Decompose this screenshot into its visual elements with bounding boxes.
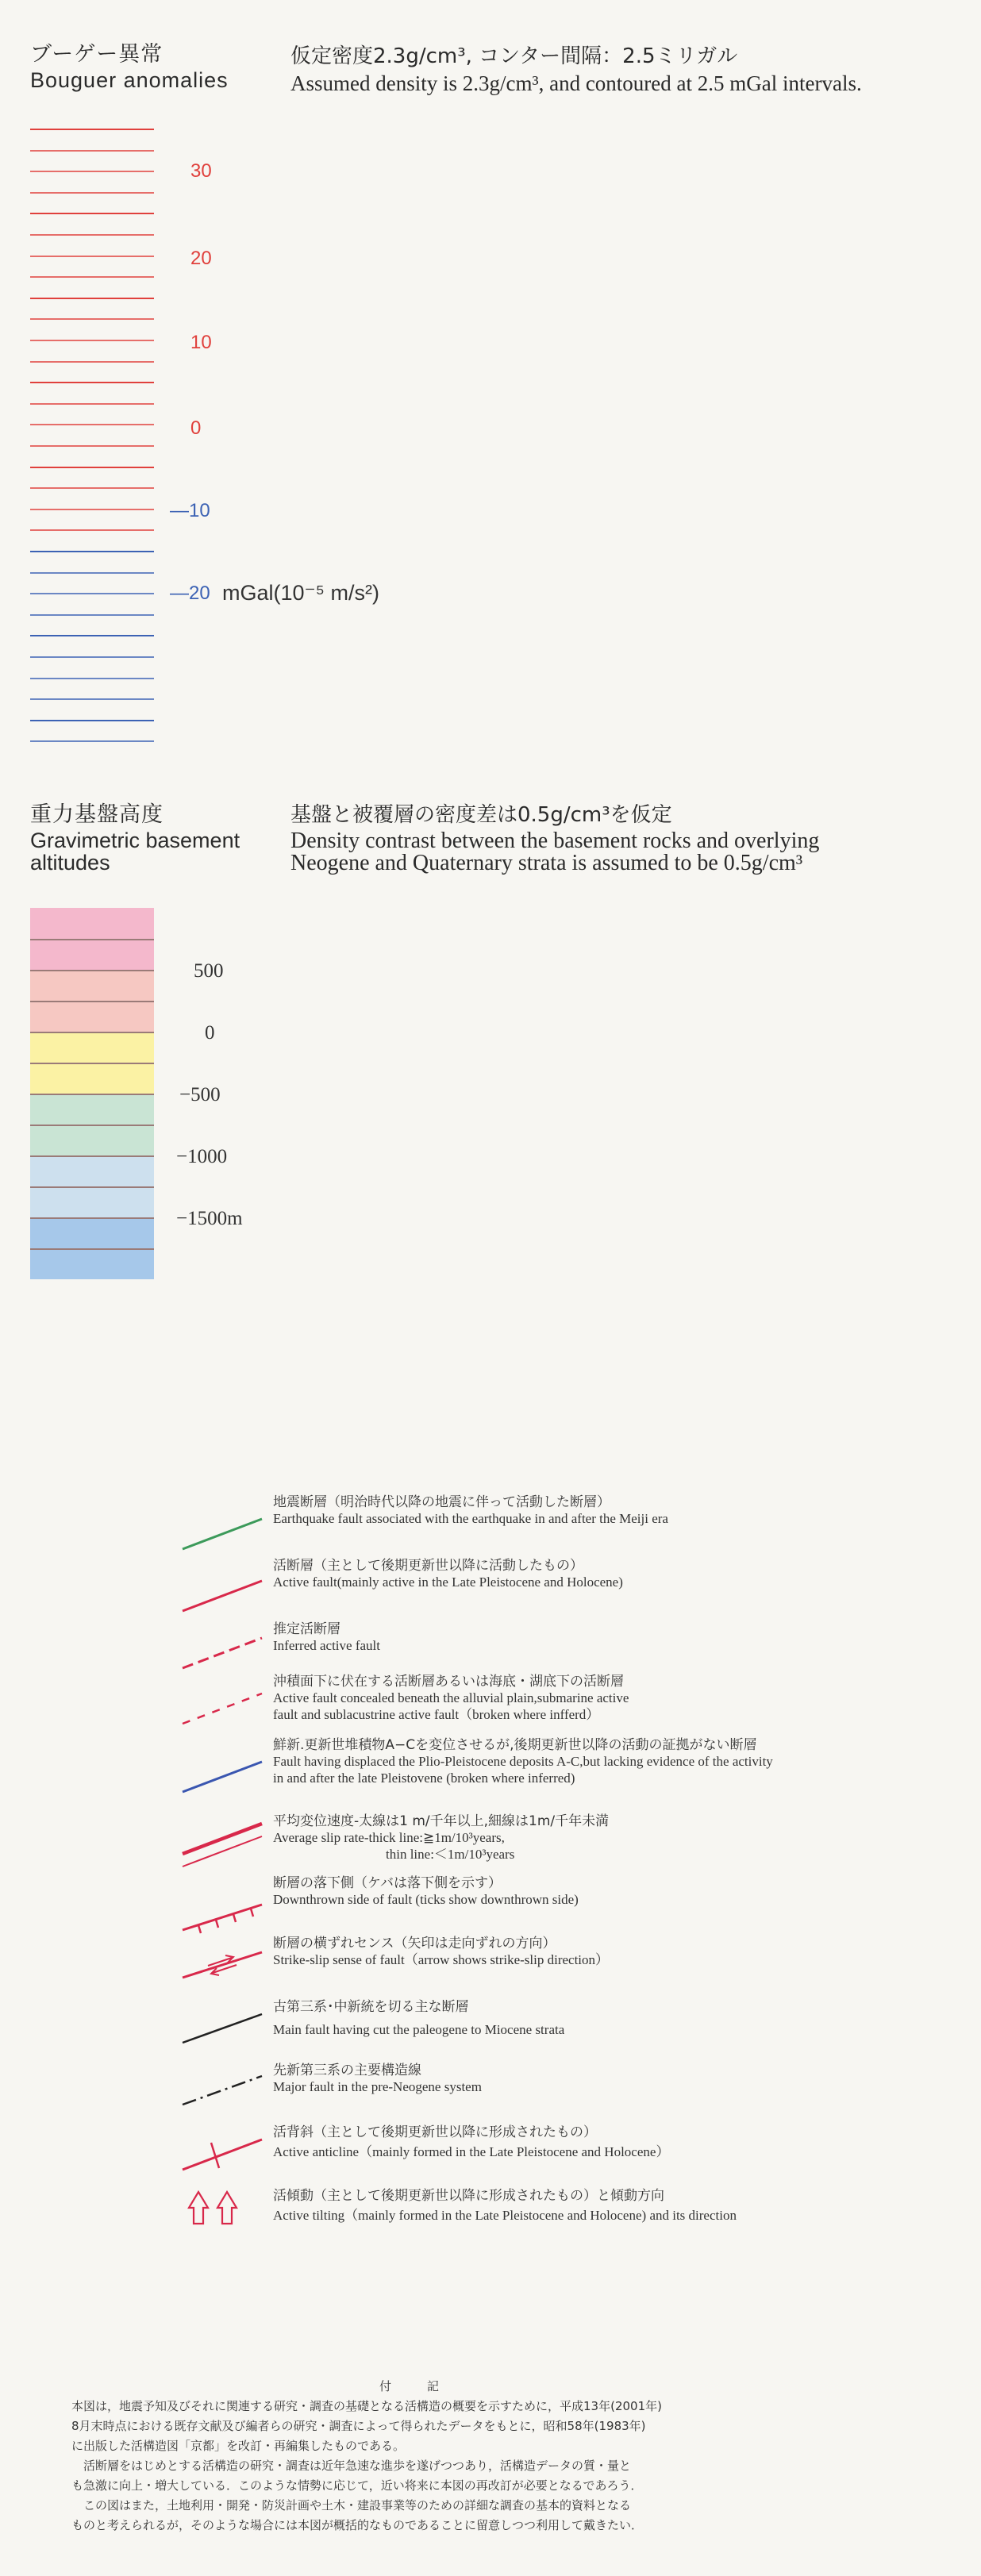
bouguer-label-minus10: —10: [170, 500, 210, 521]
contour-line: [30, 656, 154, 658]
contour-line: [30, 1032, 154, 1033]
contour-line: [30, 720, 154, 721]
bouguer-label-10: 10: [190, 332, 212, 353]
legend-item-earthquake-fault: [273, 1490, 668, 1527]
contour-line: [30, 234, 154, 236]
contour-line: [30, 572, 154, 574]
legend-jp: 平均変位速度-太線は1 m/千年以上,細線は1m/千年未満: [273, 1813, 610, 1829]
contour-line: [30, 509, 154, 510]
contour-line: [30, 635, 154, 636]
legend-jp: 先新第三系の主要構造線: [273, 2063, 421, 2078]
legend-jp: 断層の落下側（ケバは落下側を示す）: [273, 1875, 502, 1891]
notes-body: [71, 2397, 662, 2536]
bouguer-label-20: 20: [190, 248, 212, 269]
notes-title: 付 記: [379, 2379, 440, 2393]
bouguer-unit: mGal(10⁻⁵ m/s²): [222, 581, 379, 605]
contour-line: [30, 593, 154, 594]
legend-jp: 活断層（主として後期更新世以降に活動したもの）: [273, 1558, 583, 1574]
contour-line: [30, 298, 154, 299]
contour-line: [30, 467, 154, 468]
legend-en: Active anticline（mainly formed in the Late Pleistocene and Holocene）: [273, 2144, 670, 2159]
contour-line: [30, 445, 154, 447]
contour-line: [30, 150, 154, 152]
anticline-symbol: [183, 2140, 262, 2170]
notes-line: 8月末時点における既存文献及び編者らの研究・調査によって得られたデータをもとに，昭和58年(1983年): [71, 2419, 646, 2433]
legend-item-slip-rate: [273, 1809, 609, 1863]
bouguer-desc-jp: 仮定密度2.3g/cm³, コンター間隔：2.5ミリガル: [290, 44, 738, 68]
gravimetric-label-minus500: −500: [179, 1084, 221, 1105]
strike-slip-symbol: [183, 1952, 262, 1978]
gravimetric-label-minus1000: −1000: [176, 1146, 228, 1167]
legend-item-concealed-fault: [273, 1670, 629, 1723]
slip-rate-thick-symbol: [183, 1824, 262, 1854]
contour-line: [30, 382, 154, 383]
inferred-fault-symbol: [183, 1638, 262, 1668]
contour-line: [30, 340, 154, 341]
legend-en: Active fault(mainly active in the Late Pleistocene and Holocene): [273, 1574, 623, 1590]
contour-line: [30, 129, 154, 130]
legend-jp: 地震断層（明治時代以降の地震に伴って活動した断層）: [273, 1494, 610, 1510]
legend-item-plio-fault: [273, 1733, 773, 1786]
main-fault-symbol: [183, 2014, 262, 2043]
active-fault-symbol: [183, 1581, 262, 1611]
legend-en: in and after the late Pleistovene (broken where inferred): [273, 1771, 575, 1786]
legend-jp: 鮮新.更新世堆積物A−Cを変位させるが,後期更新世以降の活動の証拠がない断層: [273, 1737, 757, 1753]
contour-line: [30, 970, 154, 971]
legend-en: Average slip rate-thick line:≧1m/10³years,: [273, 1830, 505, 1845]
legend-jp: 推定活断層: [273, 1621, 340, 1637]
contour-line: [30, 939, 154, 940]
notes-line: に出版した活構造図「京都」を改訂・再編集したものである。: [71, 2439, 406, 2453]
earthquake-fault-symbol: [183, 1519, 262, 1549]
legend-en: Main fault having cut the paleogene to Miocene strata: [273, 2022, 565, 2037]
notes-line: 本図は，地震予知及びそれに関連する研究・調査の基礎となる活構造の概要を示すために，平成13年(2001年): [71, 2399, 662, 2413]
contour-line: [30, 256, 154, 257]
legend-item-anticline: [273, 2120, 669, 2160]
contour-line: [30, 361, 154, 363]
legend-jp: 沖積面下に伏在する活断層あるいは海底・湖底下の活断層: [273, 1674, 624, 1690]
legend-jp: 古第三系･中新統を切る主な断層: [273, 1999, 469, 2015]
legend-item-main-fault: [273, 1995, 564, 2038]
notes-line: ものと考えられるが，そのような場合には本図が概括的なものであることに留意しつつ利用して戴きたい．: [71, 2518, 644, 2532]
legend-en: Inferred active fault: [273, 1638, 380, 1653]
gravimetric-title-en-2: altitudes: [30, 851, 110, 875]
slip-rate-thin-symbol: [183, 1836, 262, 1867]
contour-line: [30, 1063, 154, 1064]
contour-line: [30, 276, 154, 278]
legend-en: Active tilting（mainly formed in the Late Pleistocene and Holocene) and its direction: [273, 2208, 737, 2223]
gravimetric-desc-en-1: Density contrast between the basement rocks and overlying: [290, 829, 820, 853]
legend-en: Major fault in the pre-Neogene system: [273, 2079, 482, 2094]
legend-en: Active fault concealed beneath the alluvial plain,submarine active: [273, 1690, 629, 1705]
bouguer-title-jp: ブーゲー異常: [30, 42, 164, 67]
contour-line: [30, 1001, 154, 1002]
contour-line: [30, 551, 154, 552]
downthrown-symbol: [183, 1905, 262, 1933]
gravimetric-label-minus1500: −1500m: [176, 1208, 243, 1229]
bouguer-title-en: Bouguer anomalies: [30, 68, 229, 92]
legend-jp: 活傾動（主として後期更新世以降に形成されたもの）と傾動方向: [273, 2188, 664, 2204]
contour-line: [30, 1186, 154, 1188]
contour-line: [30, 487, 154, 489]
legend-item-pre-neogene: [273, 2059, 482, 2095]
legend-jp: 活背斜（主として後期更新世以降に形成されたもの）: [273, 2124, 597, 2140]
contour-line: [30, 424, 154, 425]
legend-symbols: [0, 1476, 286, 2238]
notes-line: も急激に向上・増大している．このような情勢に応じて，近い将来に本図の再改訂が必要となるであろう．: [71, 2478, 643, 2493]
legend-en: Earthquake fault associated with the earthquake in and after the Meiji era: [273, 1511, 668, 1526]
pre-neogene-symbol: [183, 2076, 262, 2105]
contour-line: [30, 1248, 154, 1250]
contour-line: [30, 1217, 154, 1219]
bouguer-label-0: 0: [190, 417, 202, 439]
bouguer-desc-en: Assumed density is 2.3g/cm³, and contoured at 2.5 mGal intervals.: [290, 71, 862, 95]
gravimetric-desc-en-2: Neogene and Quaternary strata is assumed to be 0.5g/cm³: [290, 851, 803, 875]
contour-line: [30, 318, 154, 320]
contour-line: [30, 403, 154, 405]
legend-item-downthrown: [273, 1871, 579, 1908]
contour-line: [30, 171, 154, 172]
tilting-symbol: [187, 2187, 251, 2235]
contour-line: [30, 740, 154, 742]
contour-line: [30, 529, 154, 531]
gravimetric-title-jp: 重力基盤高度: [30, 802, 164, 827]
legend-en: Strike-slip sense of fault（arrow shows strike-slip direction）: [273, 1952, 610, 1967]
gravimetric-title-en-1: Gravimetric basement: [30, 829, 240, 852]
legend-item-inferred-fault: [273, 1617, 380, 1654]
legend-jp: 断層の横ずれセンス（矢印は走向ずれの方向）: [273, 1936, 556, 1951]
gravimetric-label-500: 500: [194, 960, 224, 982]
notes-line: 活断層をはじめとする活構造の研究・調査は近年急速な進歩を遂げつつあり，活構造データの質・量と: [71, 2459, 632, 2473]
legend-en: Downthrown side of fault (ticks show downthrown side): [273, 1892, 579, 1907]
bouguer-label-30: 30: [190, 160, 212, 182]
contour-line: [30, 678, 154, 679]
plio-fault-symbol: [183, 1762, 262, 1792]
contour-line: [30, 614, 154, 616]
legend-item-tilting: [273, 2184, 737, 2224]
contour-line: [30, 1094, 154, 1095]
legend-item-active-fault: [273, 1554, 623, 1590]
gravimetric-label-0: 0: [205, 1022, 215, 1044]
notes-line: この図はまた，土地利用・開発・防災計画や土木・建設事業等のための詳細な調査の基本的資料となる: [71, 2498, 632, 2513]
gravimetric-desc-jp: 基盤と被覆層の密度差は0.5g/cm³を仮定: [290, 803, 672, 827]
bouguer-label-minus20: —20: [170, 582, 210, 604]
legend-en: fault and sublacustrine active fault（broken where infferd）: [273, 1707, 600, 1722]
contour-line: [30, 192, 154, 194]
legend-en: thin line:＜1m/10³years: [386, 1847, 515, 1862]
contour-line: [30, 1125, 154, 1126]
concealed-fault-symbol: [183, 1694, 262, 1724]
contour-line: [30, 213, 154, 214]
contour-line: [30, 1155, 154, 1157]
contour-line: [30, 698, 154, 700]
legend-en: Fault having displaced the Plio-Pleistocene deposits A-C,but lacking evidence of the activity: [273, 1754, 773, 1769]
legend-item-strike-slip: [273, 1932, 609, 1968]
